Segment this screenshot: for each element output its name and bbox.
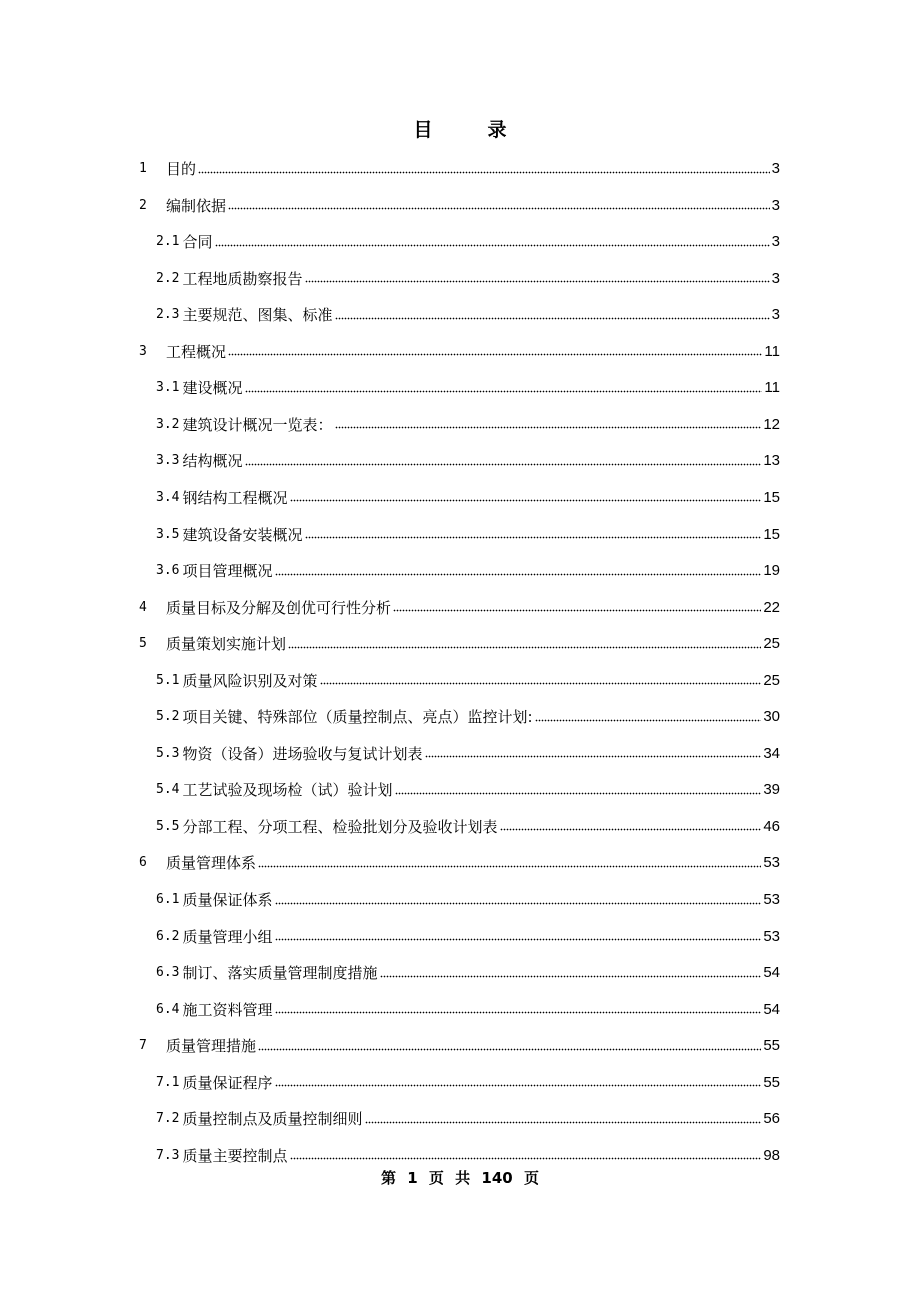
toc-entry[interactable] xyxy=(156,1106,780,1130)
toc-entry-title: 质量保证体系 xyxy=(182,891,273,909)
toc-entry-page-number: 53 xyxy=(763,927,780,945)
footer-total-pages: 140 xyxy=(481,1169,513,1187)
toc-entry-number: 7 xyxy=(139,1038,147,1054)
toc-dot-leader xyxy=(290,1157,762,1161)
toc-entry-page-number: 3 xyxy=(771,269,780,287)
toc-dot-leader xyxy=(228,353,762,357)
toc-entry[interactable] xyxy=(156,924,780,948)
toc-dot-leader xyxy=(275,938,762,942)
toc-entry-number: 3.5 xyxy=(156,526,180,542)
toc-entry-page-number: 13 xyxy=(763,452,780,470)
toc-entry-page-number: 22 xyxy=(763,598,780,616)
toc-entry[interactable] xyxy=(156,522,780,546)
toc-dot-leader xyxy=(393,609,761,613)
toc-entry-title: 质量管理措施 xyxy=(166,1037,257,1056)
footer-total-prefix: 共 xyxy=(455,1169,471,1187)
toc-entry-number: 5.4 xyxy=(156,782,180,798)
toc-entry[interactable] xyxy=(156,887,780,911)
toc-entry-page-number: 30 xyxy=(763,708,780,726)
toc-entry-title: 合同 xyxy=(182,233,213,252)
toc-entry-number: 5.2 xyxy=(156,709,180,725)
toc-entry-page-number: 53 xyxy=(763,854,780,872)
toc-dot-leader xyxy=(500,828,762,832)
toc-dot-leader xyxy=(288,645,761,649)
toc-entry-title: 项目管理概况 xyxy=(182,562,273,580)
toc-entry-title: 工程地质勘察报告 xyxy=(182,269,303,288)
toc-entry-title: 物资（设备）进场验收与复试计划表 xyxy=(182,744,423,763)
toc-entry-title: 项目关键、特殊部位（质量控制点、亮点）监控计划: xyxy=(182,708,533,727)
toc-entry-number: 3.1 xyxy=(156,380,180,396)
toc-dot-leader xyxy=(275,1011,762,1015)
toc-entry[interactable] xyxy=(156,1143,780,1167)
toc-entry-title: 目的 xyxy=(166,160,197,178)
toc-entry[interactable] xyxy=(156,448,780,472)
toc-entry-title: 建筑设备安装概况 xyxy=(182,525,303,544)
toc-entry-page-number: 25 xyxy=(763,671,780,689)
toc-entry-number: 5.5 xyxy=(156,818,180,834)
toc-entry-page-number: 55 xyxy=(763,1037,780,1055)
toc-entry[interactable] xyxy=(156,777,780,801)
toc-entry[interactable] xyxy=(139,595,780,619)
toc-entry[interactable] xyxy=(156,814,780,838)
toc-entry-title: 质量目标及分解及创优可行性分析 xyxy=(166,598,392,617)
toc-entry-title: 质量风险识别及对策 xyxy=(182,671,318,690)
toc-entry-page-number: 3 xyxy=(771,160,780,177)
toc-dot-leader xyxy=(228,207,770,211)
toc-entry[interactable] xyxy=(156,266,780,290)
toc-entry-title: 质量保证程序 xyxy=(182,1073,273,1092)
toc-entry[interactable] xyxy=(139,193,780,217)
toc-dot-leader xyxy=(335,316,770,320)
toc-entry[interactable] xyxy=(156,302,780,326)
toc-entry-title: 质量管理体系 xyxy=(166,854,257,873)
toc-entry-number: 6.4 xyxy=(156,1001,180,1017)
toc-entry-page-number: 46 xyxy=(763,817,780,835)
toc-entry-number: 6 xyxy=(139,855,147,871)
toc-dot-leader xyxy=(320,682,762,686)
toc-entry-page-number: 12 xyxy=(763,415,780,433)
toc-entry-page-number: 98 xyxy=(763,1146,780,1164)
toc-dot-leader xyxy=(245,462,762,466)
toc-entry[interactable] xyxy=(139,156,780,180)
toc-dot-leader xyxy=(335,426,762,430)
toc-entry[interactable] xyxy=(139,631,780,655)
toc-entry-title: 建筑设计概况一览表： xyxy=(182,415,333,434)
toc-entry-number: 3.3 xyxy=(156,453,180,469)
toc-entry-number: 2 xyxy=(139,197,147,213)
toc-entry[interactable] xyxy=(156,960,780,984)
toc-entry-title: 钢结构工程概况 xyxy=(182,488,288,507)
toc-entry-number: 5.3 xyxy=(156,745,180,761)
toc-entry[interactable] xyxy=(156,375,780,399)
toc-entry[interactable] xyxy=(139,850,780,874)
toc-dot-leader xyxy=(275,1084,762,1088)
toc-entry-page-number: 25 xyxy=(763,635,780,653)
toc-entry-number: 2.1 xyxy=(156,234,180,250)
toc-entry-title: 施工资料管理 xyxy=(182,1000,273,1019)
toc-entry-page-number: 53 xyxy=(763,891,780,908)
toc-entry-title: 质量控制点及质量控制细则 xyxy=(182,1110,363,1129)
toc-entry-page-number: 54 xyxy=(763,964,780,982)
toc-entry-title: 质量策划实施计划 xyxy=(166,635,287,654)
toc-entry-number: 3.4 xyxy=(156,489,180,505)
toc-entry-title: 制订、落实质量管理制度措施 xyxy=(182,964,378,983)
toc-entry-number: 3.6 xyxy=(156,563,180,578)
toc-entry-page-number: 11 xyxy=(764,342,780,360)
toc-dot-leader xyxy=(258,864,761,868)
toc-entry-number: 5.1 xyxy=(156,672,180,688)
toc-entry-page-number: 3 xyxy=(771,306,780,324)
toc-dot-leader xyxy=(290,499,762,503)
toc-entry[interactable] xyxy=(139,339,780,363)
toc-entry-number: 3 xyxy=(139,343,147,359)
toc-entry-page-number: 11 xyxy=(764,379,780,397)
toc-entry-number: 6.2 xyxy=(156,928,180,944)
toc-dot-leader xyxy=(275,572,762,576)
toc-entry[interactable] xyxy=(156,704,780,728)
toc-entry-number: 5 xyxy=(139,636,147,652)
toc-dot-leader xyxy=(365,1120,762,1124)
toc-entry-title: 分部工程、分项工程、检验批划分及验收计划表 xyxy=(182,817,498,836)
toc-dot-leader xyxy=(258,1047,761,1051)
toc-entry[interactable] xyxy=(156,741,780,765)
toc-entry[interactable] xyxy=(156,668,780,692)
toc-dot-leader xyxy=(535,718,762,722)
toc-entry-title: 结构概况 xyxy=(182,452,243,471)
toc-dot-leader xyxy=(425,755,762,759)
page-title: 目 录 xyxy=(413,119,525,141)
toc-entry-number: 7.2 xyxy=(156,1111,180,1127)
footer-page-prefix: 第 xyxy=(381,1169,397,1187)
toc-entry[interactable] xyxy=(156,485,780,509)
toc-entry-number: 6.1 xyxy=(156,892,180,907)
toc-entry-title: 工艺试验及现场检（试）验计划 xyxy=(182,781,393,800)
toc-dot-leader xyxy=(305,280,770,284)
toc-entry-page-number: 15 xyxy=(763,525,780,543)
footer-page-unit: 页 xyxy=(428,1169,444,1187)
toc-entry-title: 质量主要控制点 xyxy=(182,1146,288,1165)
toc-entry[interactable] xyxy=(156,1070,780,1094)
footer-total-unit: 页 xyxy=(523,1169,539,1187)
toc-entry-page-number: 15 xyxy=(763,488,780,506)
toc-entry[interactable] xyxy=(156,997,780,1021)
toc-entry-title: 质量管理小组 xyxy=(182,927,273,946)
toc-entry[interactable] xyxy=(139,1033,780,1057)
toc-entry-number: 4 xyxy=(139,599,147,615)
toc-dot-leader xyxy=(275,901,762,905)
toc-entry-number: 7.3 xyxy=(156,1147,180,1163)
toc-entry-number: 1 xyxy=(139,161,147,176)
toc-entry-number: 3.2 xyxy=(156,416,180,432)
toc-entry-number: 2.2 xyxy=(156,270,180,286)
page-footer xyxy=(0,1167,920,1189)
toc-entry-number: 7.1 xyxy=(156,1074,180,1090)
toc-entry-page-number: 19 xyxy=(763,562,780,579)
toc-entry-title: 编制依据 xyxy=(166,196,227,215)
toc-entry-title: 工程概况 xyxy=(166,342,227,361)
toc-entry[interactable] xyxy=(156,558,780,582)
toc-entry-title: 主要规范、图集、标准 xyxy=(182,306,333,325)
toc-entry-page-number: 34 xyxy=(763,744,780,762)
toc-dot-leader xyxy=(198,170,770,174)
toc-dot-leader xyxy=(215,243,770,247)
toc-entry-page-number: 39 xyxy=(763,781,780,799)
toc-entry-page-number: 3 xyxy=(771,233,780,251)
toc-dot-leader xyxy=(380,974,762,978)
toc-entry-number: 6.3 xyxy=(156,965,180,981)
toc-entry-page-number: 56 xyxy=(763,1110,780,1128)
toc-entry-number: 2.3 xyxy=(156,307,180,323)
toc-entry-page-number: 54 xyxy=(763,1000,780,1018)
footer-page-current: 1 xyxy=(407,1169,418,1187)
toc-entry-page-number: 3 xyxy=(771,196,780,214)
toc-entry[interactable] xyxy=(156,412,780,436)
toc-entry[interactable] xyxy=(156,229,780,253)
toc-entry-page-number: 55 xyxy=(763,1073,780,1091)
toc-dot-leader xyxy=(245,389,763,393)
toc-dot-leader xyxy=(305,536,762,540)
toc-entry-title: 建设概况 xyxy=(182,379,243,398)
toc-dot-leader xyxy=(395,791,762,795)
